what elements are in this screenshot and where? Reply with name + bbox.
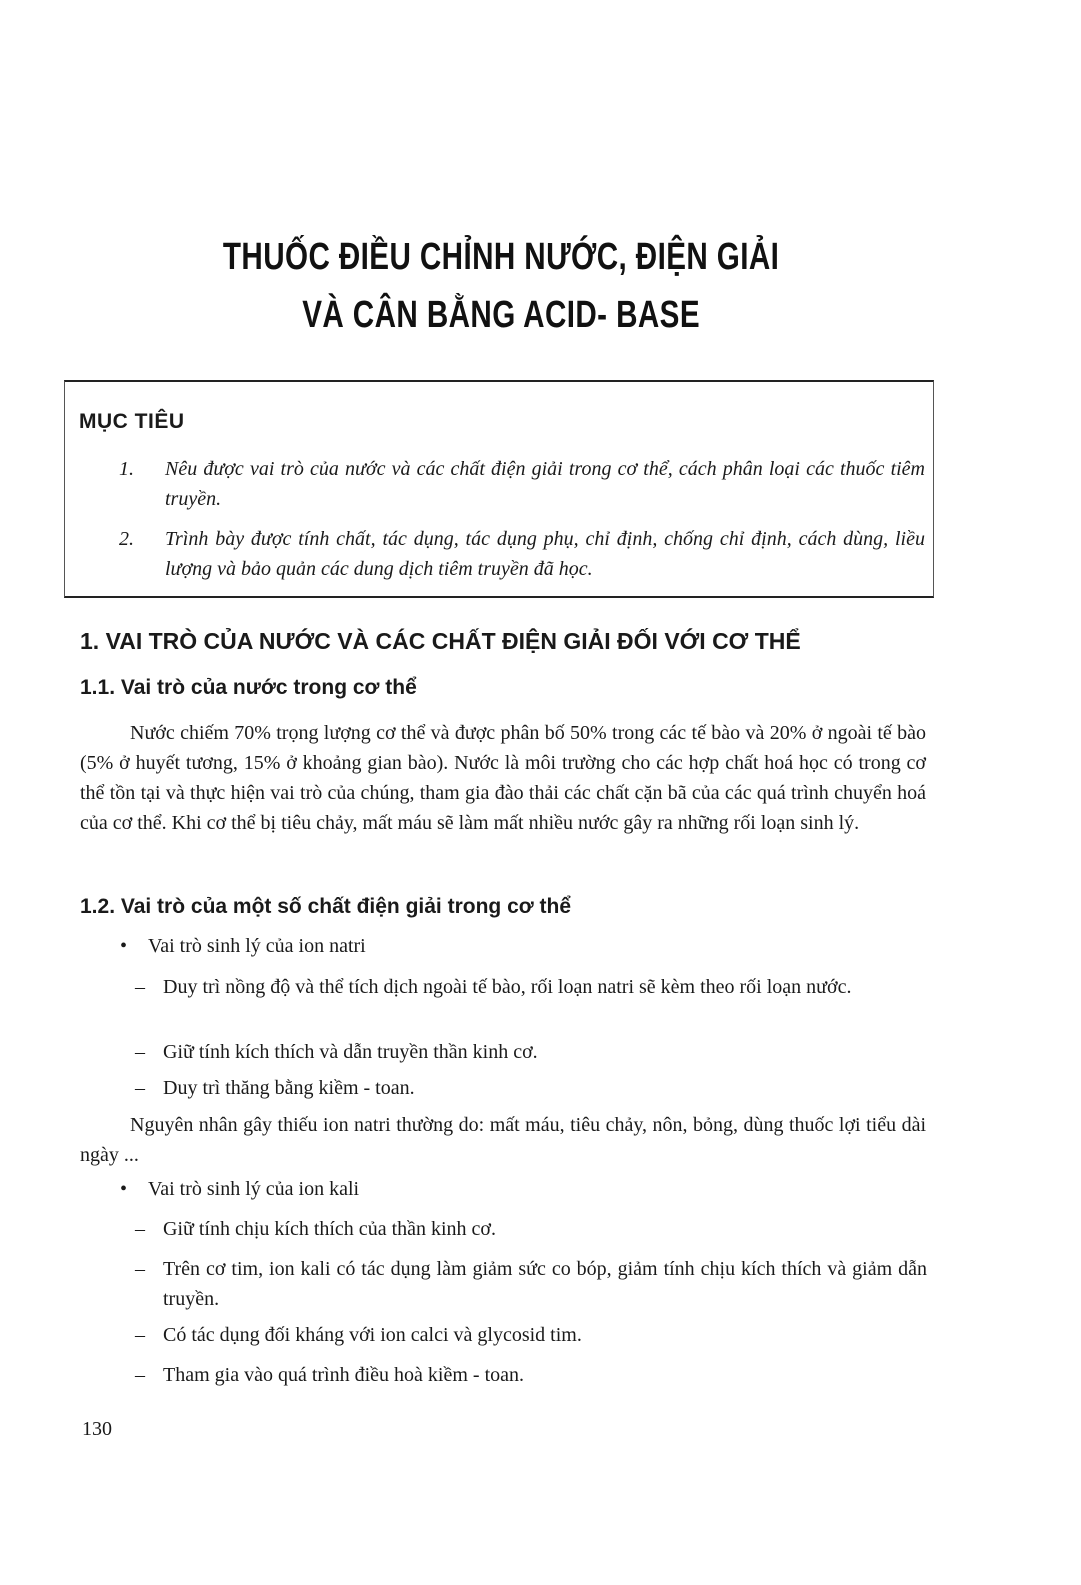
dash-text: Trên cơ tim, ion kali có tác dụng làm giảm sức co bóp, giảm tính chịu kích thích và giảm dẫn truyền. (163, 1258, 927, 1310)
dash-item (135, 972, 927, 1002)
dash-item (135, 1320, 927, 1350)
dash-icon: – (135, 976, 145, 998)
dash-icon: – (135, 1077, 145, 1099)
dash-text: Duy trì nồng độ và thể tích dịch ngoài tế bào, rối loạn natri sẽ kèm theo rối loạn nước. (163, 976, 852, 998)
objective-text: Trình bày được tính chất, tác dụng, tác dụng phụ, chỉ định, chống chỉ định, cách dùng, liều lượng và bảo quản các dung dịch tiêm truyền đã học. (165, 528, 925, 580)
objective-number: 2. (119, 528, 134, 550)
objective-item-1 (121, 454, 925, 514)
bullet-dot-icon: • (120, 935, 128, 957)
dash-item (135, 1073, 927, 1103)
sodium-causes-paragraph: Nguyên nhân gây thiếu ion natri thường do: mất máu, tiêu chảy, nôn, bỏng, dùng thuốc lợi tiểu dài ngày ... (80, 1114, 926, 1166)
dash-item (135, 1214, 927, 1244)
bullet-potassium (120, 1178, 359, 1201)
dash-icon: – (135, 1041, 145, 1063)
chapter-title (111, 228, 891, 344)
section-1-2-heading: 1.2. Vai trò của một số chất điện giải trong cơ thể (80, 895, 572, 918)
chapter-title-line-1: THUỐC ĐIỀU CHỈNH NƯỚC, ĐIỆN GIẢI (222, 236, 780, 278)
page-number: 130 (82, 1418, 112, 1440)
bullet-dot-icon: • (120, 1178, 128, 1200)
chapter-title-line-2: VÀ CÂN BẰNG ACID- BASE (302, 294, 700, 336)
bullet-text: Vai trò sinh lý của ion natri (148, 935, 366, 957)
dash-icon: – (135, 1364, 145, 1386)
objectives-heading: MỤC TIÊU (79, 410, 185, 433)
dash-text: Duy trì thăng bằng kiềm - toan. (163, 1077, 415, 1099)
section-1-1-paragraph: Nước chiếm 70% trọng lượng cơ thể và được phân bố 50% trong các tế bào và 20% ở ngoài tế bào (5% ở huyết tương, 15% ở khoảng gian bào). Nước là môi trường cho các hợp chất hoá học có trong cơ thể tồn tại và thực hiện vai trò của chúng, tham gia đào thải các chất cặn bã của các quá trình chuyển hoá của cơ thể. Khi cơ thể bị tiêu chảy, mất máu sẽ làm mất nhiều nước gây ra những rối loạn sinh lý. (80, 722, 926, 834)
objective-text: Nêu được vai trò của nước và các chất điện giải trong cơ thể, cách phân loại các thuốc tiêm truyền. (165, 458, 925, 510)
bullet-sodium (120, 935, 366, 958)
dash-item (135, 1360, 927, 1390)
dash-text: Giữ tính chịu kích thích của thần kinh cơ. (163, 1218, 497, 1240)
dash-text: Có tác dụng đối kháng với ion calci và glycosid tim. (163, 1324, 582, 1346)
objective-number: 1. (119, 458, 134, 480)
dash-icon: – (135, 1324, 145, 1346)
dash-icon: – (135, 1218, 145, 1240)
objectives-box (64, 380, 934, 598)
section-1-heading: 1. VAI TRÒ CỦA NƯỚC VÀ CÁC CHẤT ĐIỆN GIẢI ĐỐI VỚI CƠ THỂ (80, 628, 801, 654)
dash-text: Giữ tính kích thích và dẫn truyền thần kinh cơ. (163, 1041, 538, 1063)
objective-item-2 (121, 524, 925, 584)
dash-icon: – (135, 1258, 145, 1280)
dash-text: Tham gia vào quá trình điều hoà kiềm - toan. (163, 1364, 525, 1386)
dash-item (135, 1254, 927, 1314)
bullet-text: Vai trò sinh lý của ion kali (148, 1178, 360, 1200)
section-1-1-heading: 1.1. Vai trò của nước trong cơ thể (80, 676, 417, 699)
dash-item (135, 1037, 927, 1067)
